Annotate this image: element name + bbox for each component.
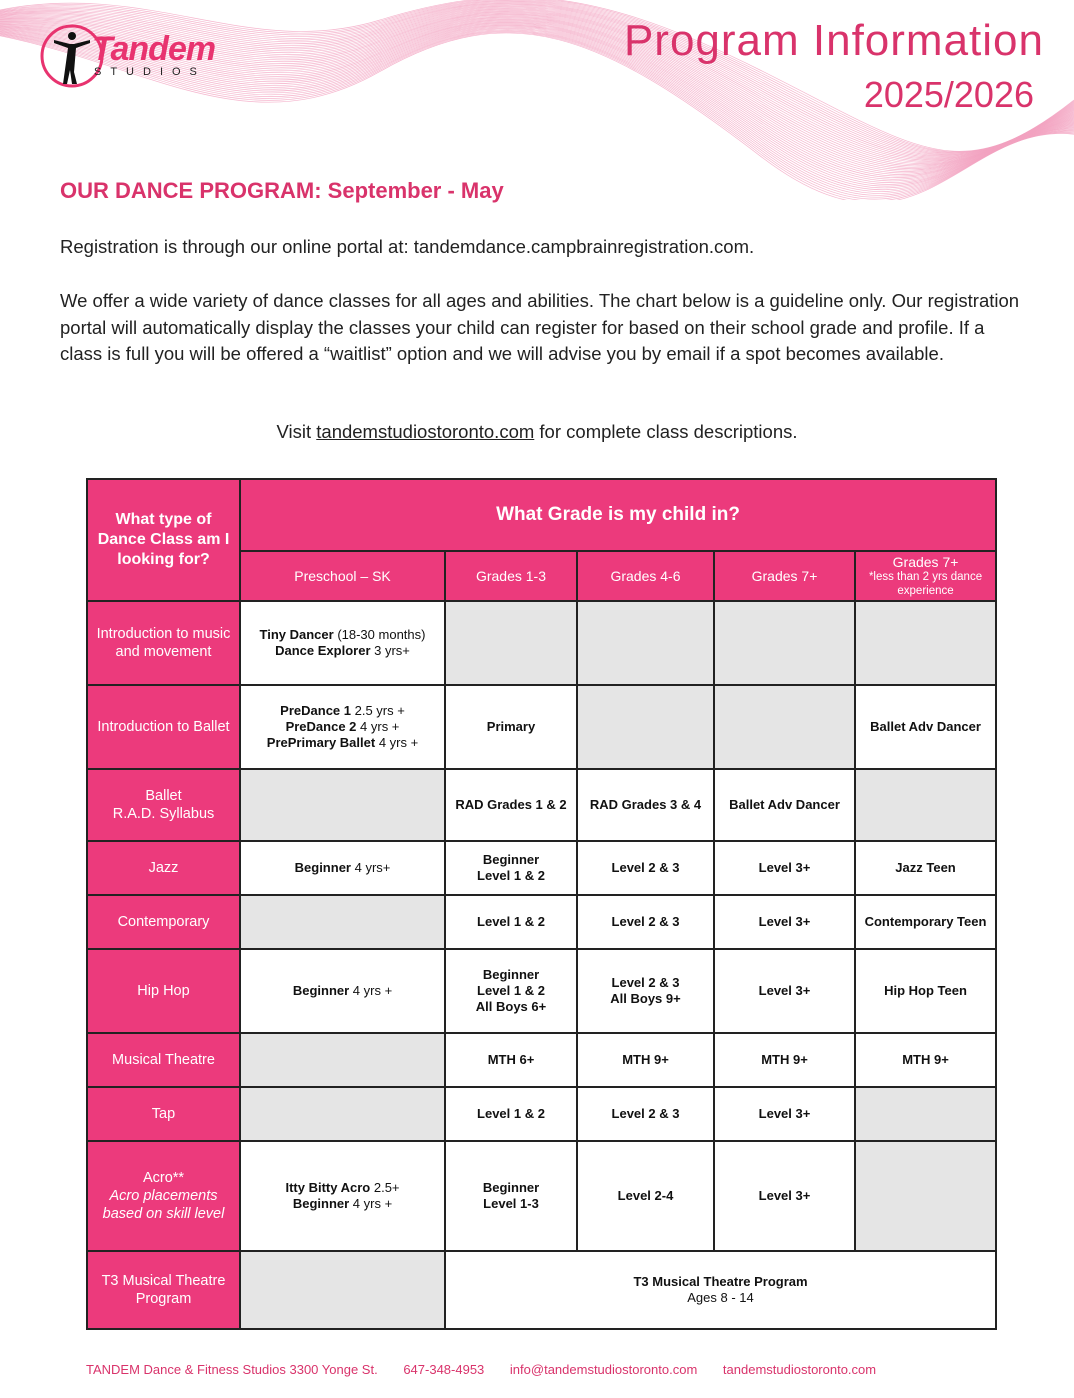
class-name: RAD Grades 1 & 2: [455, 797, 567, 812]
page-title: Program Information: [623, 16, 1044, 65]
class-age: 3 yrs+: [370, 643, 410, 658]
class-name: Level 1 & 2: [477, 983, 545, 998]
table-cell: [240, 841, 445, 895]
row-label-hip-hop: Hip Hop: [87, 949, 240, 1033]
website-link[interactable]: tandemstudiostoronto.com: [316, 421, 535, 442]
empty-cell: [240, 1251, 445, 1329]
section-heading: OUR DANCE PROGRAM: September - May: [60, 178, 504, 203]
footer-phone[interactable]: 647-348-4953: [403, 1362, 485, 1377]
row-label-line: R.A.D. Syllabus: [112, 806, 215, 822]
empty-cell: [714, 685, 855, 769]
logo-subtitle: STUDIOS: [94, 66, 206, 78]
row-label-note: Acro placements based on skill level: [102, 1188, 225, 1222]
class-name: Ballet Adv Dancer: [729, 797, 840, 812]
class-name: Level 3+: [758, 1106, 811, 1121]
table-cell: [240, 685, 445, 769]
class-name: Level 2 & 3: [611, 914, 680, 929]
class-name: PreDance 2: [285, 719, 357, 734]
footer-address: TANDEM Dance & Fitness Studios 3300 Yonge St.: [86, 1362, 378, 1377]
class-name: Jazz Teen: [895, 860, 956, 875]
empty-cell: [714, 601, 855, 685]
class-name: Primary: [486, 719, 536, 734]
class-name: Level 3+: [758, 983, 811, 998]
class-name: Level 3+: [758, 860, 811, 875]
class-name: Hip Hop Teen: [884, 983, 967, 998]
visit-prefix: Visit: [276, 421, 317, 442]
class-name: MTH 9+: [902, 1052, 949, 1067]
table-cell: [714, 895, 855, 949]
table-cell: [714, 949, 855, 1033]
footer-email[interactable]: info@tandemstudiostoronto.com: [509, 1362, 698, 1377]
table-cell: [855, 895, 996, 949]
corner-header: What type of Dance Class am I looking for?: [87, 479, 240, 601]
table-cell: [714, 841, 855, 895]
col-header-grades-4-6: Grades 4-6: [577, 551, 714, 601]
empty-cell: [240, 1087, 445, 1141]
class-name: RAD Grades 3 & 4: [589, 797, 702, 812]
row-label-intro-ballet: Introduction to Ballet: [87, 685, 240, 769]
class-name: Level 1 & 2: [477, 914, 545, 929]
class-name: Level 1-3: [483, 1196, 539, 1211]
row-label-line: Acro**: [142, 1170, 185, 1186]
table-cell: [855, 949, 996, 1033]
table-cell: [445, 895, 577, 949]
class-name: Beginner: [292, 983, 350, 998]
table-cell: [445, 1087, 577, 1141]
class-age: 2.5+: [370, 1180, 400, 1195]
col-header-note: *less than 2 yrs dance experience: [868, 571, 983, 597]
class-name: Beginner: [482, 1180, 540, 1195]
class-name: Beginner: [292, 1196, 350, 1211]
row-label-intro-music: Introduction to music and movement: [87, 601, 240, 685]
table-cell: [577, 895, 714, 949]
class-name: PreDance 1: [280, 703, 351, 718]
table-cell: [577, 1087, 714, 1141]
class-age: Ages 8 - 14: [687, 1290, 754, 1305]
class-name: Level 2 & 3: [611, 1106, 680, 1121]
table-cell: [445, 841, 577, 895]
class-name: Level 2 & 3: [611, 860, 680, 875]
empty-cell: [855, 1087, 996, 1141]
class-name: PrePrimary Ballet: [266, 735, 376, 750]
registration-paragraph: Registration is through our online portal at: tandemdance.campbrainregistration.com.: [60, 236, 755, 257]
class-name: Level 3+: [758, 1188, 811, 1203]
visit-suffix: for complete class descriptions.: [534, 421, 798, 442]
class-age: 4 yrs+: [350, 860, 391, 875]
empty-cell: [240, 769, 445, 841]
logo-wordmark: Tandem: [92, 30, 216, 68]
empty-cell: [855, 769, 996, 841]
row-label-ballet-rad: [87, 769, 240, 841]
table-cell: [445, 1033, 577, 1087]
row-label-musical-theatre: Musical Theatre: [87, 1033, 240, 1087]
class-age: 2.5 yrs +: [351, 703, 405, 718]
table-cell: [855, 841, 996, 895]
table-cell: [445, 1141, 577, 1251]
empty-cell: [577, 601, 714, 685]
table-cell: [714, 1141, 855, 1251]
class-name: Beginner: [482, 852, 540, 867]
empty-cell: [577, 685, 714, 769]
class-name: Beginner: [294, 860, 351, 875]
footer: [86, 1362, 898, 1377]
col-header-preschool: Preschool – SK: [240, 551, 445, 601]
table-cell: [714, 769, 855, 841]
table-cell: [714, 1087, 855, 1141]
col-header-grades-1-3: Grades 1-3: [445, 551, 577, 601]
row-label-line: Ballet: [145, 788, 182, 804]
table-cell: [240, 949, 445, 1033]
class-name: Ballet Adv Dancer: [870, 719, 981, 734]
class-name: T3 Musical Theatre Program: [633, 1274, 808, 1289]
class-age: 4 yrs +: [356, 719, 400, 734]
class-name: Level 1 & 2: [477, 868, 545, 883]
empty-cell: [240, 1033, 445, 1087]
table-cell: [577, 949, 714, 1033]
program-description-paragraph: We offer a wide variety of dance classes for all ages and abilities. The chart below is a guideline only. Our registration portal will automatically display the classes your child can register for based on their school grade and profile. If a class is full you will be offered a “waitlist” option and we will advise you by email if a spot becomes available.: [60, 290, 1020, 364]
class-name: Level 2-4: [617, 1188, 674, 1203]
table-cell: [445, 949, 577, 1033]
class-name: MTH 9+: [761, 1052, 808, 1067]
t3-program-cell: [445, 1251, 996, 1329]
class-name: Itty Bitty Acro: [285, 1180, 371, 1195]
col-header-grades-7: Grades 7+: [714, 551, 855, 601]
table-cell: [445, 685, 577, 769]
table-cell: [855, 1033, 996, 1087]
class-name: Beginner: [482, 967, 540, 982]
row-label-jazz: Jazz: [87, 841, 240, 895]
row-label-t3: T3 Musical Theatre Program: [87, 1251, 240, 1329]
table-cell: [577, 841, 714, 895]
class-name: Tiny Dancer: [259, 627, 334, 642]
table-cell: [577, 769, 714, 841]
table-cell: [577, 1033, 714, 1087]
page-year: 2025/2026: [863, 74, 1034, 115]
class-age: 4 yrs +: [349, 983, 393, 998]
col-header-label: Grades 7+: [892, 554, 959, 570]
class-name: Contemporary Teen: [864, 914, 987, 929]
table-cell: [577, 1141, 714, 1251]
visit-line: [0, 421, 1074, 443]
grade-main-header: What Grade is my child in?: [240, 479, 996, 551]
class-name: MTH 6+: [487, 1052, 535, 1067]
table-cell: [714, 1033, 855, 1087]
class-name: All Boys 6+: [475, 999, 547, 1014]
class-name: All Boys 9+: [610, 991, 681, 1006]
class-name: Level 1 & 2: [477, 1106, 545, 1121]
class-age: 4 yrs +: [375, 735, 419, 750]
empty-cell: [240, 895, 445, 949]
table-cell: [240, 1141, 445, 1251]
program-chart-table: [86, 478, 997, 1330]
class-age: 4 yrs +: [349, 1196, 393, 1211]
class-name: Level 3+: [758, 914, 811, 929]
table-cell: [855, 685, 996, 769]
footer-website[interactable]: tandemstudiostoronto.com: [722, 1362, 877, 1377]
empty-cell: [855, 1141, 996, 1251]
empty-cell: [855, 601, 996, 685]
col-header-grades-7-beginner: [855, 551, 996, 601]
table-cell: [240, 601, 445, 685]
empty-cell: [445, 601, 577, 685]
table-cell: [445, 769, 577, 841]
row-label-tap: Tap: [87, 1087, 240, 1141]
class-age: (18-30 months): [333, 627, 426, 642]
row-label-contemporary: Contemporary: [87, 895, 240, 949]
row-label-acro: [87, 1141, 240, 1251]
class-name: Level 2 & 3: [611, 975, 680, 990]
class-name: MTH 9+: [622, 1052, 669, 1067]
class-name: Dance Explorer: [275, 643, 371, 658]
